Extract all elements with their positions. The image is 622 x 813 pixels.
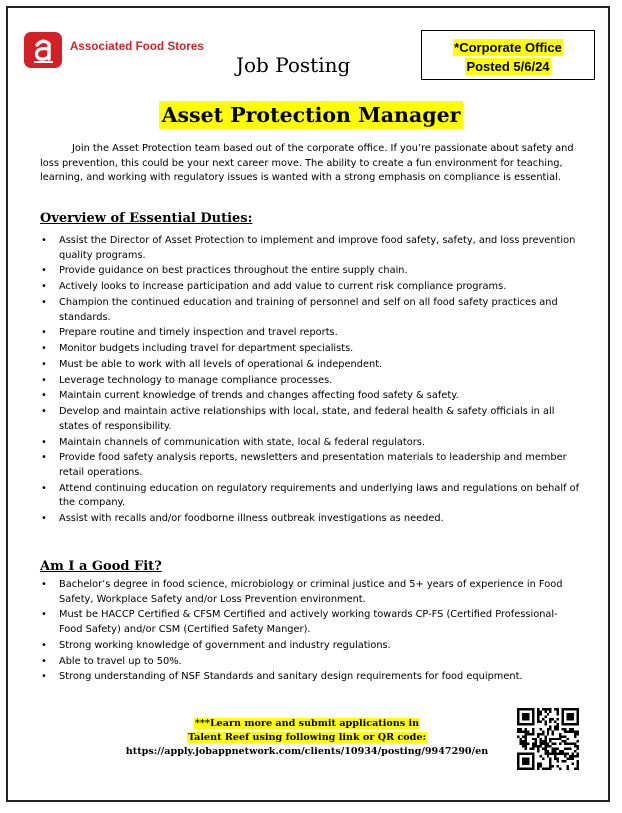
duties-heading: Overview of Essential Duties: <box>40 211 253 226</box>
logo-icon <box>24 32 62 68</box>
job-title: Asset Protection Manager <box>159 101 464 129</box>
job-posting-label: Job Posting <box>236 53 351 77</box>
list-item: • Leverage technology to manage compliance processes. <box>40 374 580 389</box>
list-item: • Develop and maintain active relationships with local, state, and federal health & safety officials in all states of responsibility. <box>40 405 580 434</box>
apply-line-2: Talent Reef using following link or QR code: <box>187 732 427 743</box>
list-item: • Provide food safety analysis reports, newsletters and presentation materials to leadership and member retail operations. <box>40 451 580 480</box>
list-item: • Monitor budgets including travel for department specialists. <box>40 342 580 357</box>
list-item: • Provide guidance on best practices throughout the entire supply chain. <box>40 264 580 279</box>
logo-glyph <box>28 35 58 65</box>
list-item: • Strong understanding of NSF Standards and sanitary design requirements for food equipment. <box>40 670 580 685</box>
apply-line-1: ***Learn more and submit applications in <box>194 718 420 729</box>
fit-heading: Am I a Good Fit? <box>40 559 162 574</box>
list-item: • Prepare routine and timely inspection and travel reports. <box>40 326 580 341</box>
list-item: • Actively looks to increase participation and add value to current risk compliance programs. <box>40 280 580 295</box>
title-wrap <box>0 101 622 129</box>
posted-date-label: Posted 5/6/24 <box>466 59 550 74</box>
corporate-office-label: *Corporate Office <box>454 40 562 55</box>
company-name: Associated Food Stores <box>70 41 204 53</box>
list-item: • Assist the Director of Asset Protection to implement and improve food safety, safety, and loss prevention quality programs. <box>40 234 580 263</box>
list-item: • Attend continuing education on regulatory requirements and underlying laws and regulations on behalf of the company. <box>40 482 580 511</box>
list-item: • Must be HACCP Certified & CFSM Certified and actively working towards CP-FS (Certified Professional-Food Safety) and/or CSM (Certified Safety Manger). <box>40 608 580 637</box>
intro-paragraph: Join the Asset Protection team based out of the corporate office. If you’re passionate about safety and loss prevention, this could be your next career move. The ability to create a fun environment for teaching, learning, and working with regulatory issues is wanted with a strong emphasis on compliance is essential. <box>40 143 574 184</box>
list-item: • Champion the continued education and training of personnel and self on all food safety practices and standards. <box>40 296 580 325</box>
qr-code-icon[interactable] <box>517 708 579 770</box>
list-item: • Maintain current knowledge of trends and changes affecting food safety & safety. <box>40 389 580 404</box>
list-item: • Maintain channels of communication with state, local & federal regulators. <box>40 436 580 451</box>
list-item: • Must be able to work with all levels of operational & independent. <box>40 358 580 373</box>
apply-url[interactable]: https://apply.jobappnetwork.com/clients/10934/posting/9947290/en <box>125 746 489 757</box>
fit-list <box>40 578 580 686</box>
list-item: • Able to travel up to 50%. <box>40 655 580 670</box>
list-item: • Strong working knowledge of government and industry regulations. <box>40 639 580 654</box>
duties-list <box>40 234 580 528</box>
posting-info-box <box>421 30 595 80</box>
list-item: • Bachelor’s degree in food science, microbiology or criminal justice and 5+ years of experience in Food Safety, Workplace Safety and/or Loss Prevention environment. <box>40 578 580 607</box>
apply-footer <box>102 717 512 759</box>
list-item: • Assist with recalls and/or foodborne illness outbreak investigations as needed. <box>40 512 580 527</box>
company-logo <box>24 32 204 68</box>
